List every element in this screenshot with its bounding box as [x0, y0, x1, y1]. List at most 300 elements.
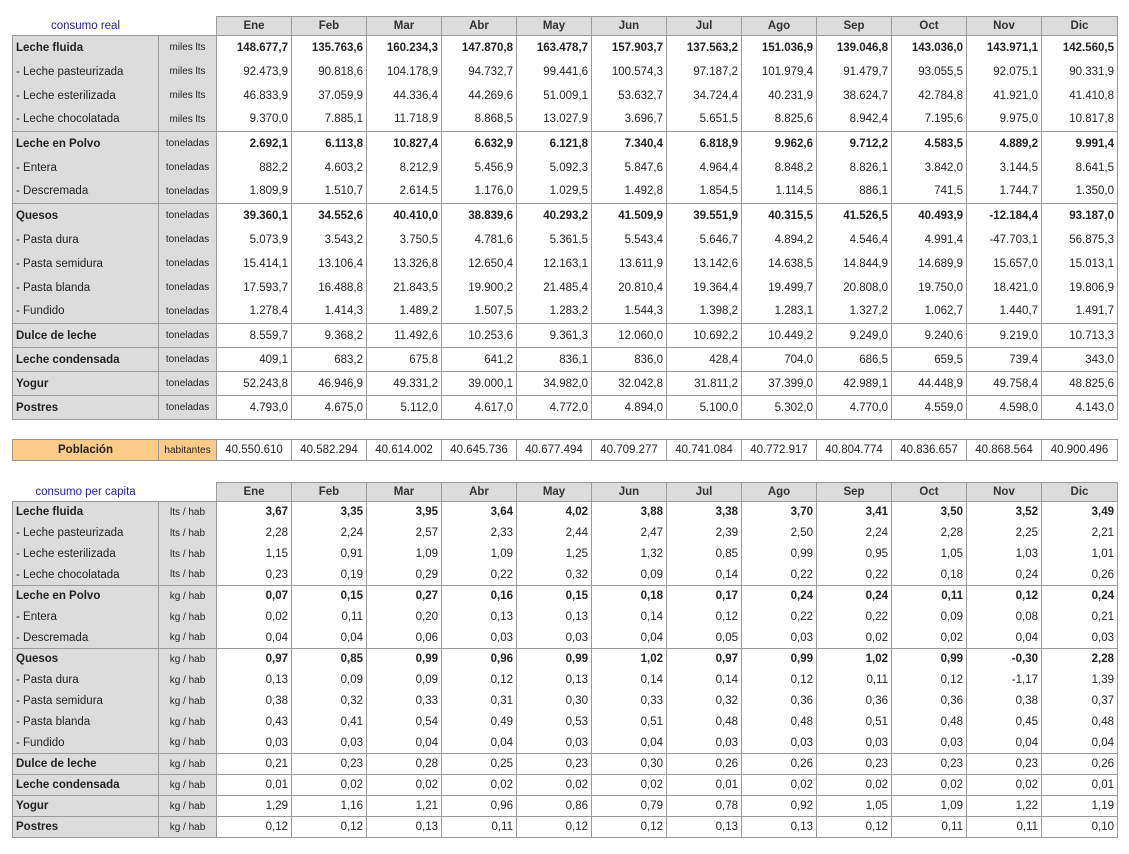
value-cell: 0,23: [517, 754, 592, 775]
value-cell: 40.410,0: [367, 204, 442, 228]
table-row: [13, 544, 1118, 565]
value-cell: 0,13: [742, 817, 817, 838]
poblacion-value: 40.550.610: [217, 440, 292, 461]
value-cell: 0,02: [967, 775, 1042, 796]
value-cell: 0,12: [967, 586, 1042, 607]
value-cell: 40.315,5: [742, 204, 817, 228]
value-cell: 19.900,2: [442, 276, 517, 300]
value-cell: 41.526,5: [817, 204, 892, 228]
value-cell: 0,97: [667, 649, 742, 670]
row-label: Postres: [13, 396, 159, 420]
value-cell: 5.456,9: [442, 156, 517, 180]
value-cell: 139.046,8: [817, 36, 892, 60]
row-label: Leche en Polvo: [13, 586, 159, 607]
value-cell: 5.543,4: [592, 228, 667, 252]
value-cell: 1,29: [217, 796, 292, 817]
month-header: Dic: [1042, 17, 1118, 36]
value-cell: 7.885,1: [292, 108, 367, 132]
value-cell: 4.889,2: [967, 132, 1042, 156]
value-cell: 0,01: [1042, 775, 1118, 796]
value-cell: 1,16: [292, 796, 367, 817]
value-cell: 0,07: [217, 586, 292, 607]
row-unit: miles lts: [159, 84, 217, 108]
value-cell: 5.361,5: [517, 228, 592, 252]
value-cell: 882,2: [217, 156, 292, 180]
value-cell: 0,03: [817, 733, 892, 754]
value-cell: 8.868,5: [442, 108, 517, 132]
value-cell: 5.847,6: [592, 156, 667, 180]
value-cell: 137.563,2: [667, 36, 742, 60]
row-unit: toneladas: [159, 300, 217, 324]
row-unit: kg / hab: [159, 628, 217, 649]
value-cell: 1,02: [592, 649, 667, 670]
row-label: Quesos: [13, 204, 159, 228]
poblacion-table: [12, 439, 1118, 461]
value-cell: 5.302,0: [742, 396, 817, 420]
value-cell: 2,28: [892, 523, 967, 544]
value-cell: 0,11: [892, 817, 967, 838]
table-row: [13, 502, 1118, 523]
value-cell: 0,53: [517, 712, 592, 733]
value-cell: 0,32: [292, 691, 367, 712]
row-unit: toneladas: [159, 180, 217, 204]
value-cell: 10.253,6: [442, 324, 517, 348]
value-cell: 0,99: [367, 649, 442, 670]
value-cell: 1,25: [517, 544, 592, 565]
value-cell: 1,05: [817, 796, 892, 817]
value-cell: 3.842,0: [892, 156, 967, 180]
poblacion-label: Población: [13, 440, 159, 461]
value-cell: 0,02: [367, 775, 442, 796]
row-label: - Pasta dura: [13, 670, 159, 691]
value-cell: 0,85: [667, 544, 742, 565]
value-cell: 0,03: [517, 628, 592, 649]
row-unit: toneladas: [159, 228, 217, 252]
value-cell: 1,09: [892, 796, 967, 817]
value-cell: 9.975,0: [967, 108, 1042, 132]
value-cell: 12.650,4: [442, 252, 517, 276]
value-cell: 741,5: [892, 180, 967, 204]
value-cell: 157.903,7: [592, 36, 667, 60]
value-cell: 0,02: [442, 775, 517, 796]
value-cell: 4.781,6: [442, 228, 517, 252]
value-cell: 19.364,4: [667, 276, 742, 300]
value-cell: 1.491,7: [1042, 300, 1118, 324]
value-cell: 90.818,6: [292, 60, 367, 84]
row-label: Yogur: [13, 372, 159, 396]
value-cell: 44.448,9: [892, 372, 967, 396]
row-unit: kg / hab: [159, 607, 217, 628]
row-unit: toneladas: [159, 204, 217, 228]
value-cell: 13.611,9: [592, 252, 667, 276]
poblacion-value: 40.804.774: [817, 440, 892, 461]
value-cell: 100.574,3: [592, 60, 667, 84]
row-unit: toneladas: [159, 324, 217, 348]
value-cell: 0,30: [592, 754, 667, 775]
value-cell: 8.942,4: [817, 108, 892, 132]
row-label: - Leche pasteurizada: [13, 523, 159, 544]
value-cell: 2,57: [367, 523, 442, 544]
table-row: [13, 670, 1118, 691]
value-cell: 0,92: [742, 796, 817, 817]
consumo-real-table: [12, 16, 1118, 420]
poblacion-value: 40.741.084: [667, 440, 742, 461]
table-row: [13, 372, 1118, 396]
value-cell: 6.818,9: [667, 132, 742, 156]
value-cell: 0,04: [1042, 733, 1118, 754]
value-cell: 9.219,0: [967, 324, 1042, 348]
table-row: [13, 649, 1118, 670]
value-cell: 41.410,8: [1042, 84, 1118, 108]
table-row: [13, 523, 1118, 544]
value-cell: 683,2: [292, 348, 367, 372]
value-cell: 1.350,0: [1042, 180, 1118, 204]
consumo-per-capita-table: [12, 482, 1118, 838]
value-cell: 19.750,0: [892, 276, 967, 300]
value-cell: 0,18: [592, 586, 667, 607]
value-cell: 49.758,4: [967, 372, 1042, 396]
row-unit: kg / hab: [159, 733, 217, 754]
value-cell: 41.921,0: [967, 84, 1042, 108]
value-cell: 53.632,7: [592, 84, 667, 108]
poblacion-value: 40.772.917: [742, 440, 817, 461]
month-header: Sep: [817, 17, 892, 36]
value-cell: 3,67: [217, 502, 292, 523]
value-cell: 51.009,1: [517, 84, 592, 108]
value-cell: 0,14: [592, 670, 667, 691]
value-cell: 9.962,6: [742, 132, 817, 156]
value-cell: 20.810,4: [592, 276, 667, 300]
value-cell: 0,13: [667, 817, 742, 838]
value-cell: 0,04: [592, 628, 667, 649]
value-cell: 3,95: [367, 502, 442, 523]
row-unit: kg / hab: [159, 817, 217, 838]
value-cell: 0,21: [1042, 607, 1118, 628]
value-cell: 3.543,2: [292, 228, 367, 252]
row-label: - Entera: [13, 156, 159, 180]
value-cell: 1.744,7: [967, 180, 1042, 204]
row-unit: lts / hab: [159, 565, 217, 586]
value-cell: 0,09: [892, 607, 967, 628]
value-cell: 3,38: [667, 502, 742, 523]
value-cell: 3,35: [292, 502, 367, 523]
value-cell: 4.559,0: [892, 396, 967, 420]
poblacion-unit: habitantes: [159, 440, 217, 461]
value-cell: 2,44: [517, 523, 592, 544]
value-cell: 90.331,9: [1042, 60, 1118, 84]
value-cell: 3,52: [967, 502, 1042, 523]
value-cell: 0,03: [667, 733, 742, 754]
value-cell: 0,03: [217, 733, 292, 754]
value-cell: 0,02: [742, 775, 817, 796]
value-cell: 0,91: [292, 544, 367, 565]
value-cell: 38.624,7: [817, 84, 892, 108]
value-cell: 91.479,7: [817, 60, 892, 84]
row-label: - Pasta semidura: [13, 691, 159, 712]
value-cell: 94.732,7: [442, 60, 517, 84]
value-cell: 1,01: [1042, 544, 1118, 565]
table-row: [13, 108, 1118, 132]
value-cell: 1.327,2: [817, 300, 892, 324]
value-cell: 0,22: [817, 565, 892, 586]
value-cell: 1.114,5: [742, 180, 817, 204]
table-row: [13, 565, 1118, 586]
poblacion-row: [13, 440, 1118, 461]
header-blank: [159, 17, 217, 36]
value-cell: 686,5: [817, 348, 892, 372]
value-cell: 13.326,8: [367, 252, 442, 276]
value-cell: 31.811,2: [667, 372, 742, 396]
value-cell: 1,09: [442, 544, 517, 565]
value-cell: 0,03: [892, 733, 967, 754]
value-cell: 0,32: [667, 691, 742, 712]
value-cell: 0,01: [667, 775, 742, 796]
value-cell: 1.283,1: [742, 300, 817, 324]
value-cell: 0,51: [817, 712, 892, 733]
value-cell: 0,79: [592, 796, 667, 817]
value-cell: 3,70: [742, 502, 817, 523]
value-cell: 21.843,5: [367, 276, 442, 300]
value-cell: 0,12: [817, 817, 892, 838]
value-cell: 0,14: [592, 607, 667, 628]
value-cell: 659,5: [892, 348, 967, 372]
value-cell: 6.121,8: [517, 132, 592, 156]
month-header: Feb: [292, 483, 367, 502]
value-cell: 4.603,2: [292, 156, 367, 180]
value-cell: 8.825,6: [742, 108, 817, 132]
value-cell: 0,14: [667, 565, 742, 586]
value-cell: 151.036,9: [742, 36, 817, 60]
table-row: [13, 775, 1118, 796]
value-cell: 1,03: [967, 544, 1042, 565]
value-cell: 0,85: [292, 649, 367, 670]
value-cell: 0,03: [1042, 628, 1118, 649]
value-cell: 3,41: [817, 502, 892, 523]
value-cell: 97.187,2: [667, 60, 742, 84]
value-cell: 5.092,3: [517, 156, 592, 180]
value-cell: 0,97: [217, 649, 292, 670]
value-cell: 0,04: [367, 733, 442, 754]
row-unit: kg / hab: [159, 586, 217, 607]
value-cell: 0,23: [892, 754, 967, 775]
value-cell: 0,03: [742, 628, 817, 649]
value-cell: 0,24: [967, 565, 1042, 586]
value-cell: 0,96: [442, 649, 517, 670]
value-cell: 3,50: [892, 502, 967, 523]
value-cell: 40.293,2: [517, 204, 592, 228]
value-cell: 1.489,2: [367, 300, 442, 324]
value-cell: 104.178,9: [367, 60, 442, 84]
value-cell: 38.839,6: [442, 204, 517, 228]
value-cell: 0,18: [892, 565, 967, 586]
value-cell: 2,24: [817, 523, 892, 544]
value-cell: 0,30: [517, 691, 592, 712]
value-cell: 13.142,6: [667, 252, 742, 276]
value-cell: 8.559,7: [217, 324, 292, 348]
value-cell: 0,45: [967, 712, 1042, 733]
month-header: Abr: [442, 483, 517, 502]
value-cell: 44.269,6: [442, 84, 517, 108]
row-unit: kg / hab: [159, 670, 217, 691]
table-row: [13, 628, 1118, 649]
value-cell: 56.875,3: [1042, 228, 1118, 252]
value-cell: 17.593,7: [217, 276, 292, 300]
value-cell: 143.036,0: [892, 36, 967, 60]
value-cell: 1,32: [592, 544, 667, 565]
value-cell: 13.106,4: [292, 252, 367, 276]
value-cell: 12.163,1: [517, 252, 592, 276]
value-cell: 0,11: [292, 607, 367, 628]
value-cell: 0,02: [817, 628, 892, 649]
value-cell: 2,25: [967, 523, 1042, 544]
table-row: [13, 586, 1118, 607]
value-cell: 0,09: [592, 565, 667, 586]
value-cell: 0,21: [217, 754, 292, 775]
value-cell: 3,64: [442, 502, 517, 523]
month-header: Oct: [892, 483, 967, 502]
row-unit: miles lts: [159, 108, 217, 132]
value-cell: -0,30: [967, 649, 1042, 670]
row-unit: kg / hab: [159, 775, 217, 796]
value-cell: 135.763,6: [292, 36, 367, 60]
row-unit: kg / hab: [159, 649, 217, 670]
value-cell: 48.825,6: [1042, 372, 1118, 396]
value-cell: 0,13: [442, 607, 517, 628]
value-cell: 5.112,0: [367, 396, 442, 420]
value-cell: 99.441,6: [517, 60, 592, 84]
value-cell: 4.617,0: [442, 396, 517, 420]
value-cell: 0,04: [292, 628, 367, 649]
row-label: Quesos: [13, 649, 159, 670]
value-cell: 160.234,3: [367, 36, 442, 60]
value-cell: 0,51: [592, 712, 667, 733]
value-cell: 836,1: [517, 348, 592, 372]
table-row: [13, 607, 1118, 628]
poblacion-value: 40.836.657: [892, 440, 967, 461]
value-cell: 0,03: [742, 733, 817, 754]
value-cell: 11.718,9: [367, 108, 442, 132]
value-cell: 0,02: [817, 775, 892, 796]
value-cell: 5.073,9: [217, 228, 292, 252]
consumo-per-capita-body: [13, 502, 1118, 838]
value-cell: 0,02: [517, 775, 592, 796]
row-label: Postres: [13, 817, 159, 838]
value-cell: 0,36: [817, 691, 892, 712]
value-cell: 0,23: [817, 754, 892, 775]
value-cell: 4.793,0: [217, 396, 292, 420]
value-cell: 1.398,2: [667, 300, 742, 324]
value-cell: 3.144,5: [967, 156, 1042, 180]
row-label: - Descremada: [13, 628, 159, 649]
value-cell: 0,26: [742, 754, 817, 775]
value-cell: 7.340,4: [592, 132, 667, 156]
row-label: - Entera: [13, 607, 159, 628]
poblacion-value: 40.677.494: [517, 440, 592, 461]
value-cell: 0,29: [367, 565, 442, 586]
value-cell: 37.059,9: [292, 84, 367, 108]
value-cell: 0,48: [667, 712, 742, 733]
value-cell: 1,39: [1042, 670, 1118, 691]
table-row: [13, 733, 1118, 754]
value-cell: 3,88: [592, 502, 667, 523]
table-row: [13, 754, 1118, 775]
row-label: - Pasta semidura: [13, 252, 159, 276]
row-label: - Leche chocolatada: [13, 108, 159, 132]
value-cell: -12.184,4: [967, 204, 1042, 228]
value-cell: 46.833,9: [217, 84, 292, 108]
month-header: Sep: [817, 483, 892, 502]
month-header: May: [517, 483, 592, 502]
value-cell: 0,09: [292, 670, 367, 691]
table-row: [13, 132, 1118, 156]
row-label: - Pasta dura: [13, 228, 159, 252]
value-cell: 4.894,0: [592, 396, 667, 420]
value-cell: 3.696,7: [592, 108, 667, 132]
value-cell: 1.507,5: [442, 300, 517, 324]
value-cell: 0,26: [667, 754, 742, 775]
value-cell: 10.449,2: [742, 324, 817, 348]
value-cell: 1.283,2: [517, 300, 592, 324]
row-unit: toneladas: [159, 276, 217, 300]
value-cell: 8.641,5: [1042, 156, 1118, 180]
value-cell: 0,38: [217, 691, 292, 712]
value-cell: 93.055,5: [892, 60, 967, 84]
value-cell: 4,02: [517, 502, 592, 523]
table-row: [13, 36, 1118, 60]
row-unit: kg / hab: [159, 691, 217, 712]
value-cell: 3.750,5: [367, 228, 442, 252]
value-cell: 2,24: [292, 523, 367, 544]
value-cell: 0,04: [217, 628, 292, 649]
value-cell: 0,14: [667, 670, 742, 691]
value-cell: 6.632,9: [442, 132, 517, 156]
value-cell: 92.075,1: [967, 60, 1042, 84]
row-unit: kg / hab: [159, 754, 217, 775]
value-cell: 0,15: [292, 586, 367, 607]
value-cell: -1,17: [967, 670, 1042, 691]
value-cell: 1.062,7: [892, 300, 967, 324]
row-unit: toneladas: [159, 372, 217, 396]
value-cell: 163.478,7: [517, 36, 592, 60]
month-header: Jul: [667, 483, 742, 502]
value-cell: 0,24: [1042, 586, 1118, 607]
value-cell: 0,48: [742, 712, 817, 733]
header-blank: [159, 483, 217, 502]
value-cell: 10.692,2: [667, 324, 742, 348]
value-cell: 14.844,9: [817, 252, 892, 276]
poblacion-value: 40.868.564: [967, 440, 1042, 461]
table-row: [13, 796, 1118, 817]
row-unit: lts / hab: [159, 544, 217, 565]
value-cell: 142.560,5: [1042, 36, 1118, 60]
value-cell: 0,04: [592, 733, 667, 754]
value-cell: 0,96: [442, 796, 517, 817]
poblacion-value: 40.614.002: [367, 440, 442, 461]
value-cell: 0,02: [217, 607, 292, 628]
row-label: - Leche chocolatada: [13, 565, 159, 586]
row-unit: kg / hab: [159, 712, 217, 733]
value-cell: 343,0: [1042, 348, 1118, 372]
value-cell: 2,28: [1042, 649, 1118, 670]
value-cell: 1,22: [967, 796, 1042, 817]
table-row: [13, 156, 1118, 180]
value-cell: 148.677,7: [217, 36, 292, 60]
value-cell: 1.414,3: [292, 300, 367, 324]
row-label: Dulce de leche: [13, 324, 159, 348]
value-cell: 0,06: [367, 628, 442, 649]
row-unit: toneladas: [159, 396, 217, 420]
row-label: Dulce de leche: [13, 754, 159, 775]
